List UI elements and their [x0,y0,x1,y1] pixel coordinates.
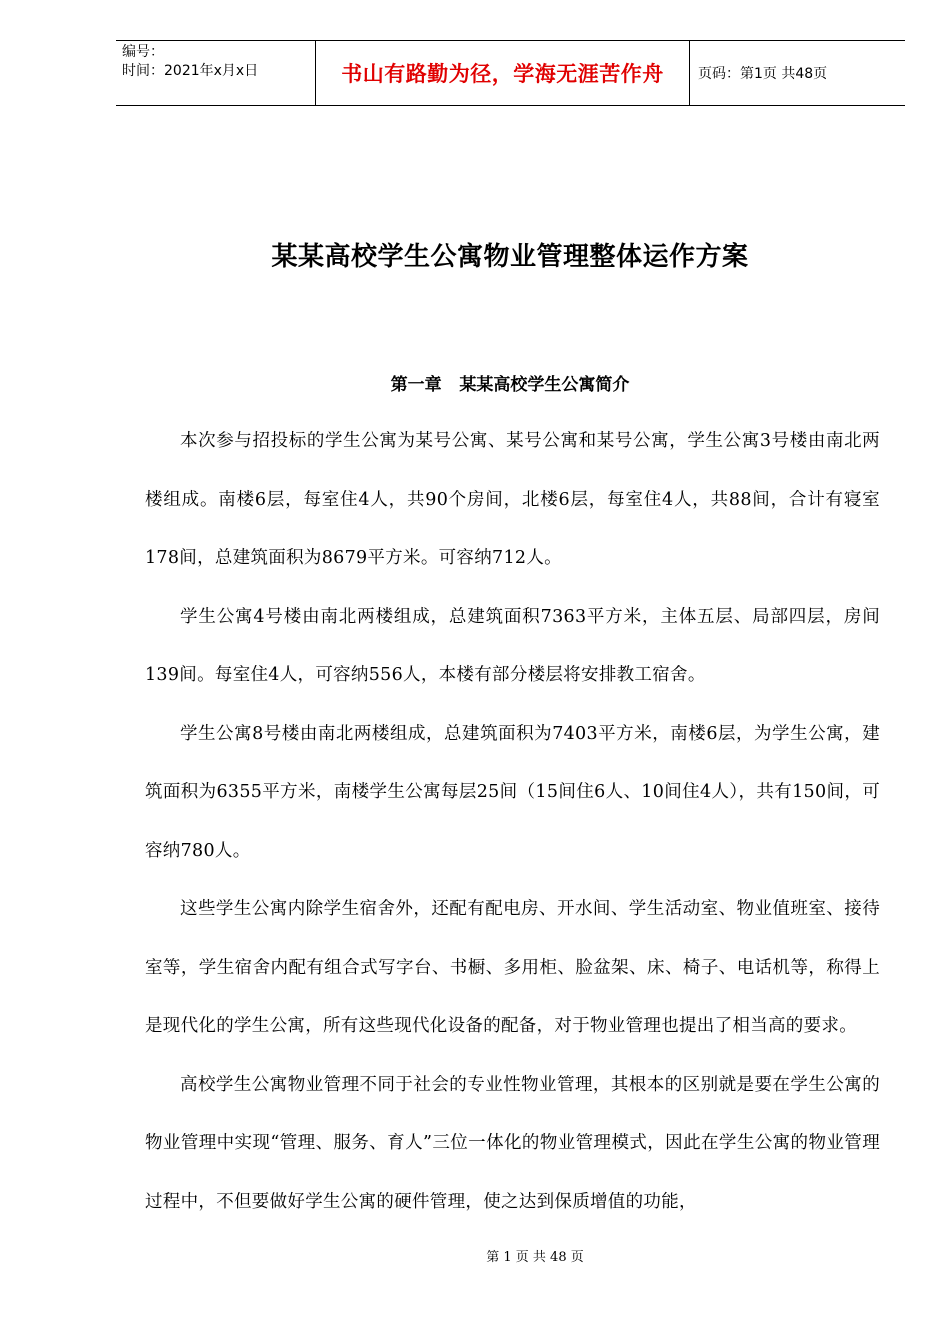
header-meta [116,41,315,105]
document-title: 某某高校学生公寓物业管理整体运作方案 [271,242,749,272]
paragraph: 学生公寓4号楼由南北两楼组成，总建筑面积7363平方米，主体五层、局部四层，房间139间。每室住4人，可容纳556人，本楼有部分楼层将安排教工宿舍。 [145,606,880,685]
header-page-info: 页码：第1页 共48页 [698,66,828,82]
paragraph: 高校学生公寓物业管理不同于社会的专业性物业管理，其根本的区别就是要在学生公寓的物业管理中实现“管理、服务、育人”三位一体化的物业管理模式，因此在学生公寓的物业管理过程中，不但要做好学生公寓的硬件管理，使之达到保质增值的功能， [145,1074,880,1212]
header-time-label: 时间：2021年x月x日 [122,63,259,79]
paragraph: 本次参与招投标的学生公寓为某号公寓、某号公寓和某号公寓，学生公寓3号楼由南北两楼组成。南楼6层，每室住4人，共90个房间，北楼6层，每室住4人，共88间，合计有寝室178间，总建筑面积为8679平方米。可容纳712人。 [145,431,880,568]
paragraph: 这些学生公寓内除学生宿舍外，还配有配电房、开水间、学生活动室、物业值班室、接待室等，学生宿舍内配有组合式写字台、书橱、多用柜、脸盆架、床、椅子、电话机等，称得上是现代化的学生公寓，所有这些现代化设备的配备，对于物业管理也提出了相当高的要求。 [145,899,880,1036]
chapter-title: 第一章 某某高校学生公寓简介 [390,375,630,395]
header-motto: 书山有路勤为径，学海无涯苦作舟 [315,41,690,105]
document-body [145,412,880,1231]
header-number-label: 编号： [122,44,164,60]
paragraph: 学生公寓8号楼由南北两楼组成，总建筑面积为7403平方米，南楼6层，为学生公寓，建筑面积为6355平方米，南楼学生公寓每层25间（15间住6人、10间住4人），共有150间，可容纳780人。 [145,723,880,861]
page-footer: 第 1 页 共 48 页 [486,1250,584,1265]
page-header [116,40,905,106]
